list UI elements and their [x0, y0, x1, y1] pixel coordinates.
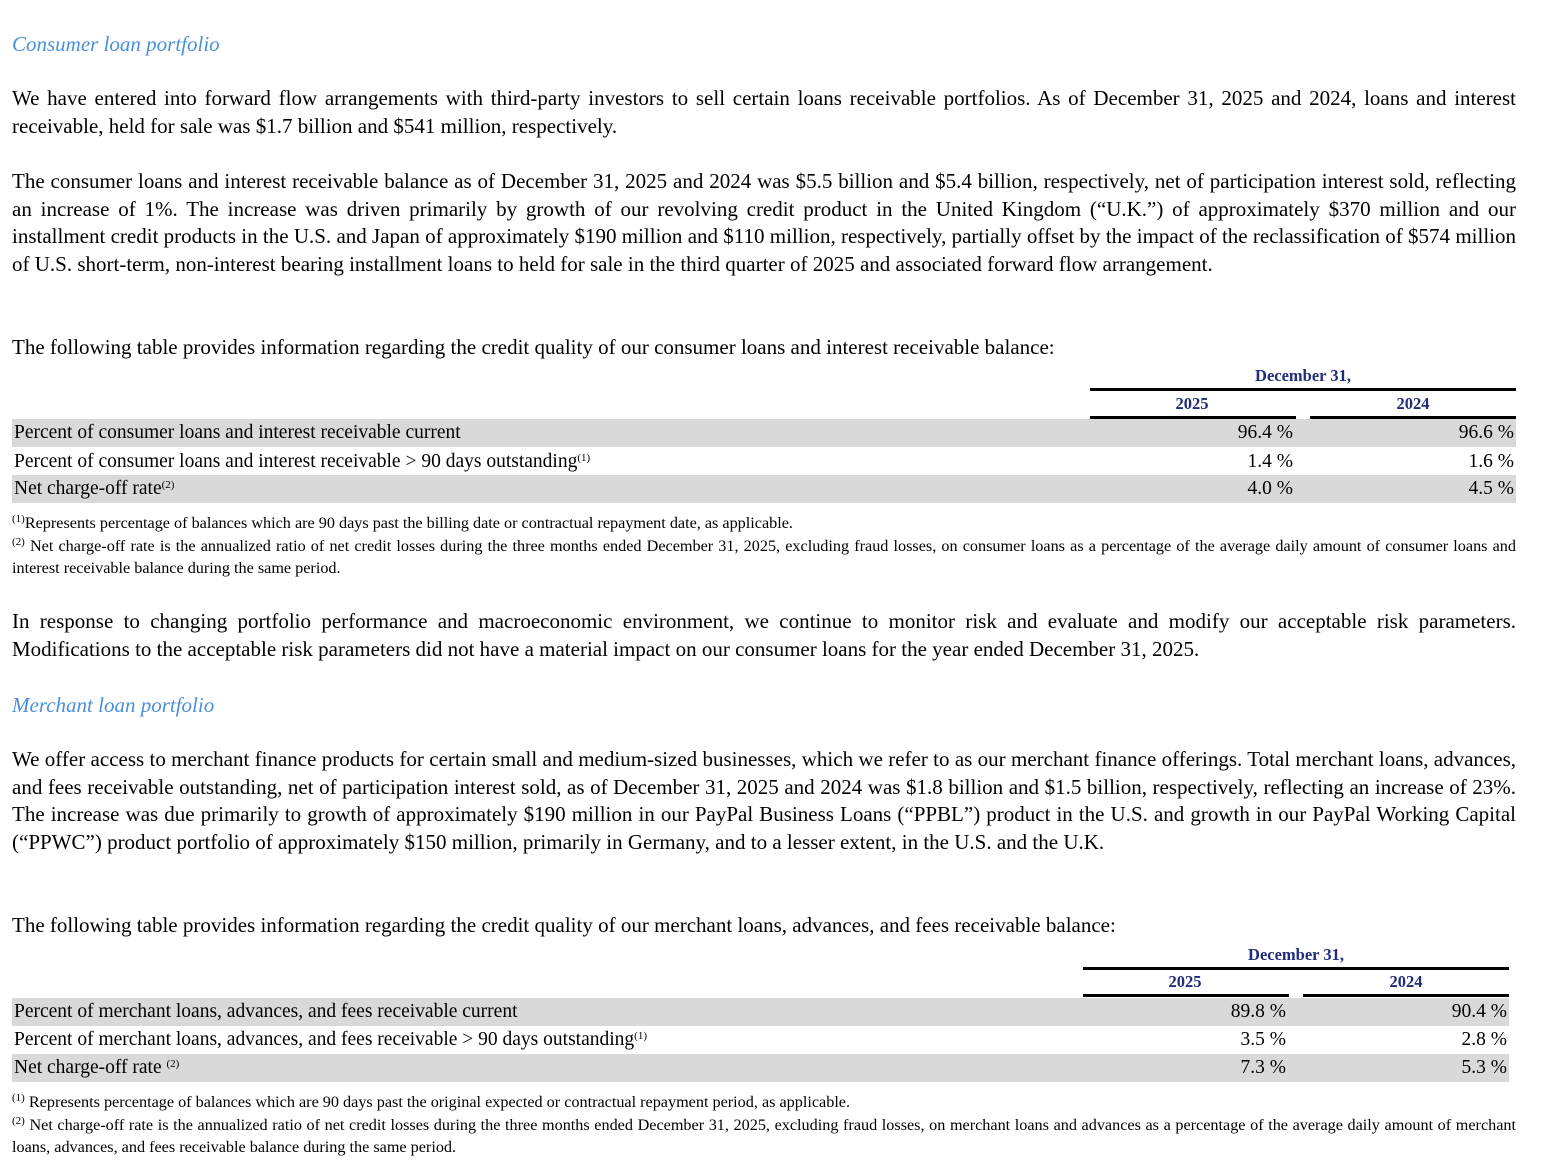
consumer-paragraph-2: The consumer loans and interest receivable balance as of December 31, 2025 and 2024 was $5.5 billion and $5.4 billion, respectively, net of participation interest sold, reflecting an increase of 1%. The increase was driven primarily by growth of our revolving credit product in the United Kingdom (“U.K.”) of approximately $370 million and our installment credit products in the U.S. and Japan of approximately $190 million and $110 million, respectively, partially offset by the impact of the reclassification of $574 million of U.S. short-term, non-interest bearing installment loans to held for sale in the third quarter of 2025 and associated forward flow arrangement.: [12, 169, 1516, 276]
year-2025-header: 2025: [1175, 394, 1209, 413]
period-header: December 31,: [1248, 945, 1344, 964]
year-2025-header: 2025: [1168, 972, 1202, 991]
year-2024-rule: [1303, 994, 1509, 997]
table-row: [12, 998, 1509, 1026]
year-2024-header: 2024: [1389, 972, 1423, 991]
merchant-table-intro: The following table provides information regarding the credit quality of our merchant loans, advances, and fees receivable balance:: [12, 913, 1116, 937]
year-2025-rule: [1083, 994, 1289, 997]
merchant-loan-heading: Merchant loan portfolio: [12, 693, 215, 717]
merchant-footnotes: $^{(1)}$ Represents percentage of balances which are 90 days past the original expected or contractual repayment period, as applicable. $^{(2)}$ Net charge-off rate is the annualized ratio of net credit losses during the three months ended December 31, 2025, excluding fraud losses, on merchant loans and advances as a percentage of the average daily amount of merchant loans, advances, and fees receivable balance during the same period.: [12, 1092, 1516, 1157]
value-2024: 96.6 %: [1458, 422, 1514, 443]
header-rule: [1090, 388, 1516, 391]
consumer-footnotes: $^{(1)}$Represents percentage of balances which are 90 days past the billing date or contractual repayment date, as applicable. $^{(2)}$ Net charge-off rate is the annualized ratio of net credit losses during the three months ended December 31, 2025, excluding fraud losses, on consumer loans as a percentage of the average daily amount of consumer loans and interest receivable balance during the same period.: [12, 513, 1516, 578]
value-2024: 2.8 %: [1461, 1029, 1507, 1050]
table-row: [12, 419, 1516, 447]
row-label: Percent of consumer loans and interest receivable > 90 days outstanding$^{(1)}$: [14, 451, 591, 472]
value-2025: 1.4 %: [1247, 451, 1293, 472]
value-2025: 4.0 %: [1247, 478, 1293, 499]
value-2025: 3.5 %: [1240, 1029, 1286, 1050]
value-2024: 1.6 %: [1468, 451, 1514, 472]
consumer-table-intro: The following table provides information regarding the credit quality of our consumer loans and interest receivable balance:: [12, 335, 1055, 359]
table-row: [12, 475, 1516, 503]
row-label: Net charge-off rate$^{(2)}$: [14, 478, 175, 499]
year-2024-header: 2024: [1396, 394, 1430, 413]
table-row: [12, 448, 1516, 476]
value-2025: 7.3 %: [1240, 1057, 1286, 1078]
row-label: Percent of consumer loans and interest receivable current: [14, 422, 461, 443]
row-label: Net charge-off rate $^{(2)}$: [14, 1057, 180, 1078]
value-2025: 96.4 %: [1237, 422, 1293, 443]
row-label: Percent of merchant loans, advances, and fees receivable current: [14, 1001, 518, 1022]
table-row: [12, 1054, 1509, 1082]
merchant-paragraph-1: We offer access to merchant finance products for certain small and medium-sized businesses, which we refer to as our merchant finance offerings. Total merchant loans, advances, and fees receivable outstanding, net of participation interest sold, as of December 31, 2025 and 2024 was $1.8 billion and $1.5 billion, respectively, reflecting an increase of 23%. The increase was due primarily to growth of approximately $190 million in our PayPal Business Loans (“PPBL”) product in the U.S. and growth in our PayPal Working Capital (“PPWC”) product portfolio of approximately $150 million, primarily in Germany, and to a lesser extent, in the U.S. and the U.K.: [12, 747, 1516, 854]
row-label: Percent of merchant loans, advances, and fees receivable > 90 days outstanding$^{(1)}$: [14, 1029, 647, 1050]
table-row: [12, 1026, 1509, 1054]
value-2024: 5.3 %: [1461, 1057, 1507, 1078]
consumer-loan-heading: Consumer loan portfolio: [12, 32, 220, 56]
header-rule: [1083, 967, 1509, 970]
period-header: December 31,: [1255, 366, 1351, 385]
value-2024: 90.4 %: [1451, 1001, 1507, 1022]
consumer-paragraph-1: We have entered into forward flow arrangements with third-party investors to sell certain loans receivable portfolios. As of December 31, 2025 and 2024, loans and interest receivable, held for sale was $1.7 billion and $541 million, respectively.: [12, 86, 1516, 138]
consumer-paragraph-3: In response to changing portfolio performance and macroeconomic environment, we continue to monitor risk and evaluate and modify our acceptable risk parameters. Modifications to the acceptable risk parameters did not have a material impact on our consumer loans for the year ended December 31, 2025.: [12, 609, 1516, 661]
value-2025: 89.8 %: [1230, 1001, 1286, 1022]
value-2024: 4.5 %: [1468, 478, 1514, 499]
